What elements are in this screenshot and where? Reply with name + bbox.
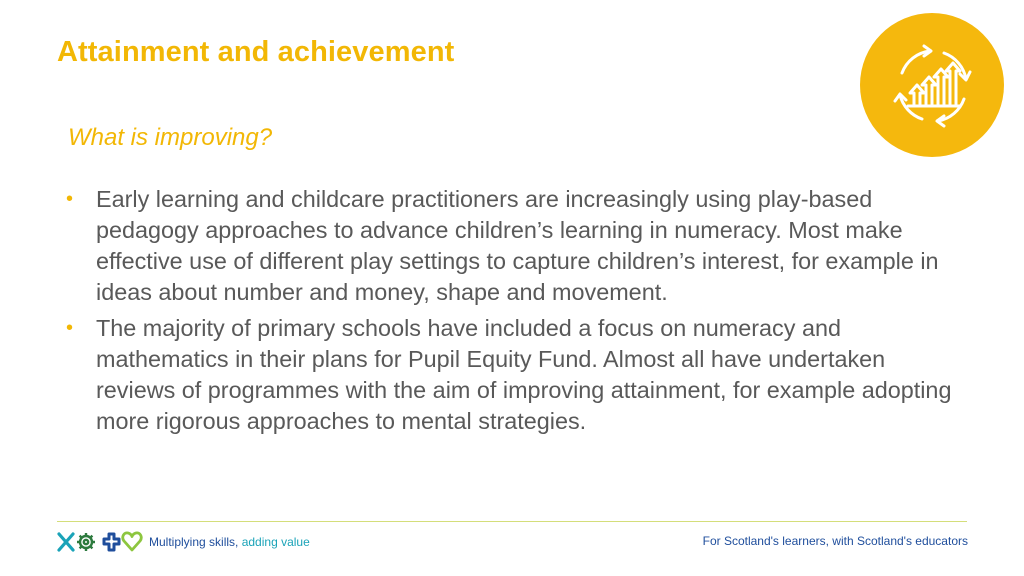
bullet-list bbox=[60, 184, 965, 442]
bullet-text: The majority of primary schools have included a focus on numeracy and mathematics in their plans for Pupil Equity Fund. Almost all have undertaken reviews of programmes with the aim of improving attainment, for example adopting more rigorous approaches to mental strategies. bbox=[96, 315, 952, 434]
cross-icon bbox=[59, 534, 73, 550]
topic-badge bbox=[860, 13, 1004, 157]
bullet-marker: • bbox=[66, 188, 74, 210]
tagline-main: Multiplying skills, bbox=[149, 535, 239, 549]
bullet-marker: • bbox=[66, 317, 74, 339]
bullet-text: Early learning and childcare practitioners are increasingly using play-based pedagogy approaches to advance children’s learning in numeracy. Most make effective use of different play settings to capture children’s interest, for example in ideas about number and money, shape and movement. bbox=[96, 186, 939, 305]
gear-icon bbox=[77, 533, 95, 551]
footer-tagline bbox=[149, 535, 310, 549]
footer-right-text: For Scotland's learners, with Scotland's educators bbox=[702, 534, 968, 548]
growth-arrows-cycle-icon bbox=[860, 13, 1004, 157]
list-item bbox=[60, 184, 965, 308]
plus-icon bbox=[104, 534, 119, 550]
page-title: Attainment and achievement bbox=[57, 36, 455, 68]
tagline-accent: adding value bbox=[241, 535, 310, 549]
heart-icon bbox=[123, 533, 141, 550]
footer-divider bbox=[57, 521, 967, 522]
footer-logo bbox=[54, 530, 144, 559]
list-item bbox=[60, 313, 965, 437]
section-subtitle: What is improving? bbox=[68, 124, 273, 151]
